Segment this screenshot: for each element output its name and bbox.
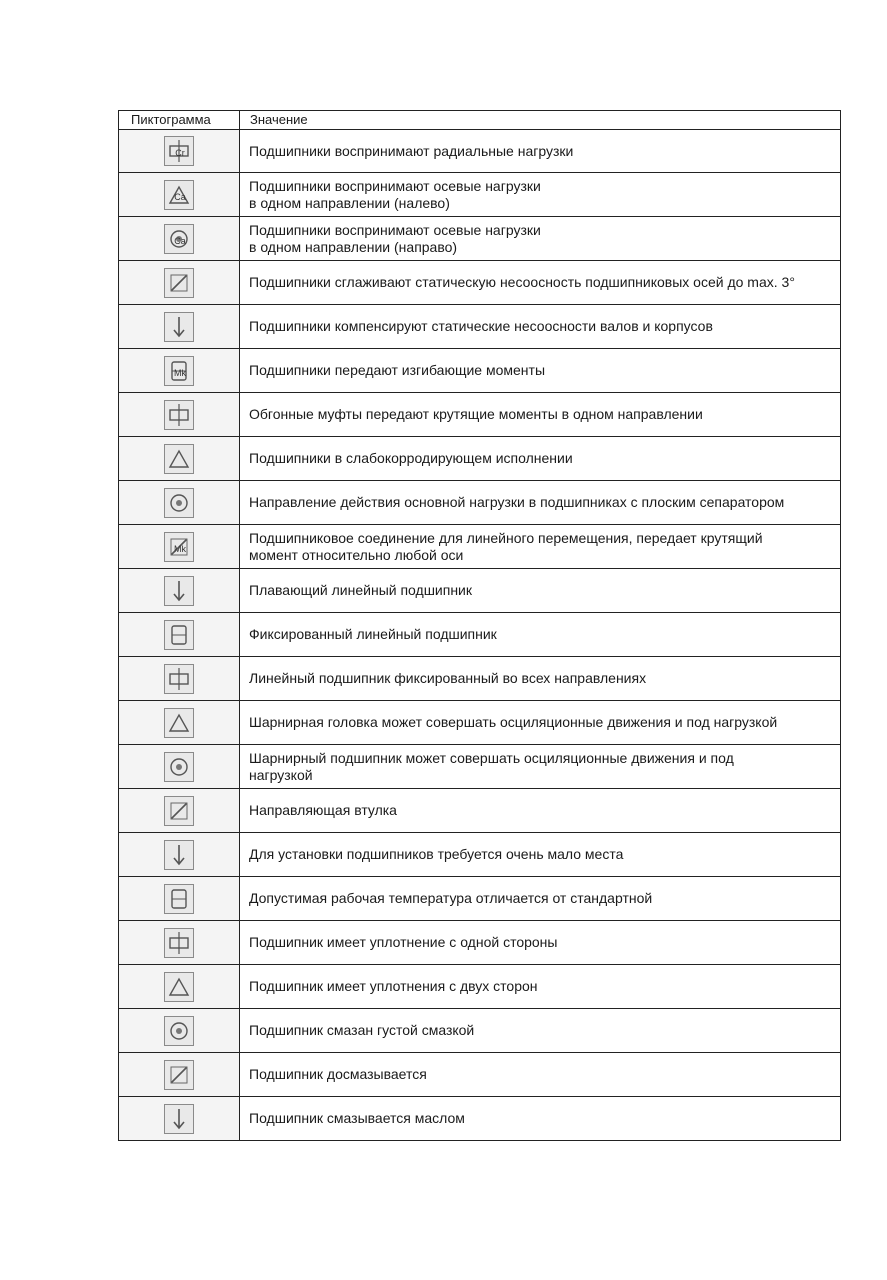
table-row xyxy=(119,1009,841,1053)
table-row xyxy=(119,481,841,525)
table-row xyxy=(119,525,841,569)
pictogram-cell xyxy=(119,877,240,921)
meaning-cell: Подшипники передают изгибающие моменты xyxy=(240,349,841,393)
table-row xyxy=(119,789,841,833)
pictogram-cell xyxy=(119,1009,240,1053)
table-row xyxy=(119,1053,841,1097)
meaning-cell: Допустимая рабочая температура отличается от стандартной xyxy=(240,877,841,921)
pictogram-cell xyxy=(119,833,240,877)
table-header-row xyxy=(119,111,841,130)
table-row xyxy=(119,569,841,613)
pictogram-cell xyxy=(119,217,240,261)
table-row xyxy=(119,437,841,481)
table-row xyxy=(119,261,841,305)
misalignment-compensation-icon xyxy=(164,268,194,298)
table-row xyxy=(119,1097,841,1141)
pictogram-cell xyxy=(119,965,240,1009)
meaning-cell: Подшипники компенсируют статические несоосности валов и корпусов xyxy=(240,305,841,349)
table-row xyxy=(119,701,841,745)
thermometer-icon xyxy=(164,884,194,914)
axial-load-right-icon xyxy=(164,224,194,254)
meaning-cell: Шарнирная головка может совершать осциляционные движения и под нагрузкой xyxy=(240,701,841,745)
pictogram-cell xyxy=(119,569,240,613)
table-row xyxy=(119,745,841,789)
linear-torque-joint-icon xyxy=(164,532,194,562)
pictogram-cell xyxy=(119,305,240,349)
radial-load-icon xyxy=(164,136,194,166)
pictogram-cell xyxy=(119,437,240,481)
fixed-linear-bearing-icon xyxy=(164,620,194,650)
meaning-cell: Фиксированный линейный подшипник xyxy=(240,613,841,657)
table-row xyxy=(119,833,841,877)
meaning-cell: Подшипники в слабокорродирующем исполнении xyxy=(240,437,841,481)
all-direction-fixed-bearing-icon xyxy=(164,664,194,694)
meaning-cell: Подшипник досмазывается xyxy=(240,1053,841,1097)
svg-text:Mk: Mk xyxy=(174,543,186,554)
table-row xyxy=(119,965,841,1009)
meaning-cell: Подшипники воспринимают радиальные нагрузки xyxy=(240,130,841,173)
table-row xyxy=(119,305,841,349)
table-row xyxy=(119,349,841,393)
meaning-cell: Подшипники воспринимают осевые нагрузки в одном направлении (направо) xyxy=(240,217,841,261)
table-row xyxy=(119,921,841,965)
bending-moment-icon xyxy=(164,356,194,386)
pictogram-cell xyxy=(119,349,240,393)
svg-text:Cr: Cr xyxy=(175,148,185,158)
meaning-cell: Подшипник смазывается маслом xyxy=(240,1097,841,1141)
meaning-cell: Подшипник смазан густой смазкой xyxy=(240,1009,841,1053)
svg-text:Ca: Ca xyxy=(174,235,186,246)
floating-linear-bearing-icon xyxy=(164,576,194,606)
rod-end-oscillation-icon xyxy=(164,708,194,738)
table-row xyxy=(119,613,841,657)
pictogram-cell xyxy=(119,173,240,217)
pictogram-table xyxy=(118,110,841,1141)
meaning-cell: Подшипниковое соединение для линейного перемещения, передает крутящий момент относительно любой оси xyxy=(240,525,841,569)
meaning-cell: Шарнирный подшипник может совершать осциляционные движения и под нагрузкой xyxy=(240,745,841,789)
overrunning-clutch-icon xyxy=(164,400,194,430)
meaning-cell: Подшипник имеет уплотнения с двух сторон xyxy=(240,965,841,1009)
meaning-cell: Для установки подшипников требуется очень мало места xyxy=(240,833,841,877)
pictogram-cell xyxy=(119,921,240,965)
pictogram-cell xyxy=(119,657,240,701)
meaning-cell: Подшипник имеет уплотнение с одной стороны xyxy=(240,921,841,965)
guide-bushing-icon xyxy=(164,796,194,826)
grease-lubricated-icon xyxy=(164,1016,194,1046)
table-row xyxy=(119,217,841,261)
table-row xyxy=(119,130,841,173)
meaning-cell: Направление действия основной нагрузки в подшипниках с плоским сепаратором xyxy=(240,481,841,525)
table-body xyxy=(119,130,841,1141)
double-seal-icon xyxy=(164,972,194,1002)
pictogram-cell xyxy=(119,745,240,789)
pictogram-cell xyxy=(119,130,240,173)
header-meaning: Значение xyxy=(240,111,841,130)
corrosion-resistant-icon xyxy=(164,444,194,474)
table-row xyxy=(119,877,841,921)
single-seal-icon xyxy=(164,928,194,958)
pictogram-cell xyxy=(119,1097,240,1141)
pictogram-cell xyxy=(119,393,240,437)
load-direction-arrow-icon xyxy=(164,488,194,518)
meaning-cell: Направляющая втулка xyxy=(240,789,841,833)
pictogram-cell xyxy=(119,701,240,745)
meaning-cell: Линейный подшипник фиксированный во всех направлениях xyxy=(240,657,841,701)
axial-load-left-icon xyxy=(164,180,194,210)
meaning-cell: Подшипники воспринимают осевые нагрузки в одном направлении (налево) xyxy=(240,173,841,217)
spherical-plain-bearing-icon xyxy=(164,752,194,782)
table-row xyxy=(119,393,841,437)
compact-space-icon xyxy=(164,840,194,870)
table-row xyxy=(119,657,841,701)
shaft-housing-misalignment-icon xyxy=(164,312,194,342)
pictogram-cell xyxy=(119,481,240,525)
pictogram-cell xyxy=(119,261,240,305)
header-pictogram: Пиктограмма xyxy=(119,111,240,130)
oil-lubrication-icon xyxy=(164,1104,194,1134)
pictogram-cell xyxy=(119,613,240,657)
relubrication-icon xyxy=(164,1060,194,1090)
meaning-cell: Подшипники сглаживают статическую несоосность подшипниковых осей до max. 3° xyxy=(240,261,841,305)
svg-text:Ca: Ca xyxy=(174,191,186,202)
meaning-cell: Плавающий линейный подшипник xyxy=(240,569,841,613)
pictogram-cell xyxy=(119,789,240,833)
pictogram-cell xyxy=(119,1053,240,1097)
table-row xyxy=(119,173,841,217)
meaning-cell: Обгонные муфты передают крутящие моменты в одном направлении xyxy=(240,393,841,437)
pictogram-cell xyxy=(119,525,240,569)
svg-text:Mk: Mk xyxy=(174,367,186,378)
